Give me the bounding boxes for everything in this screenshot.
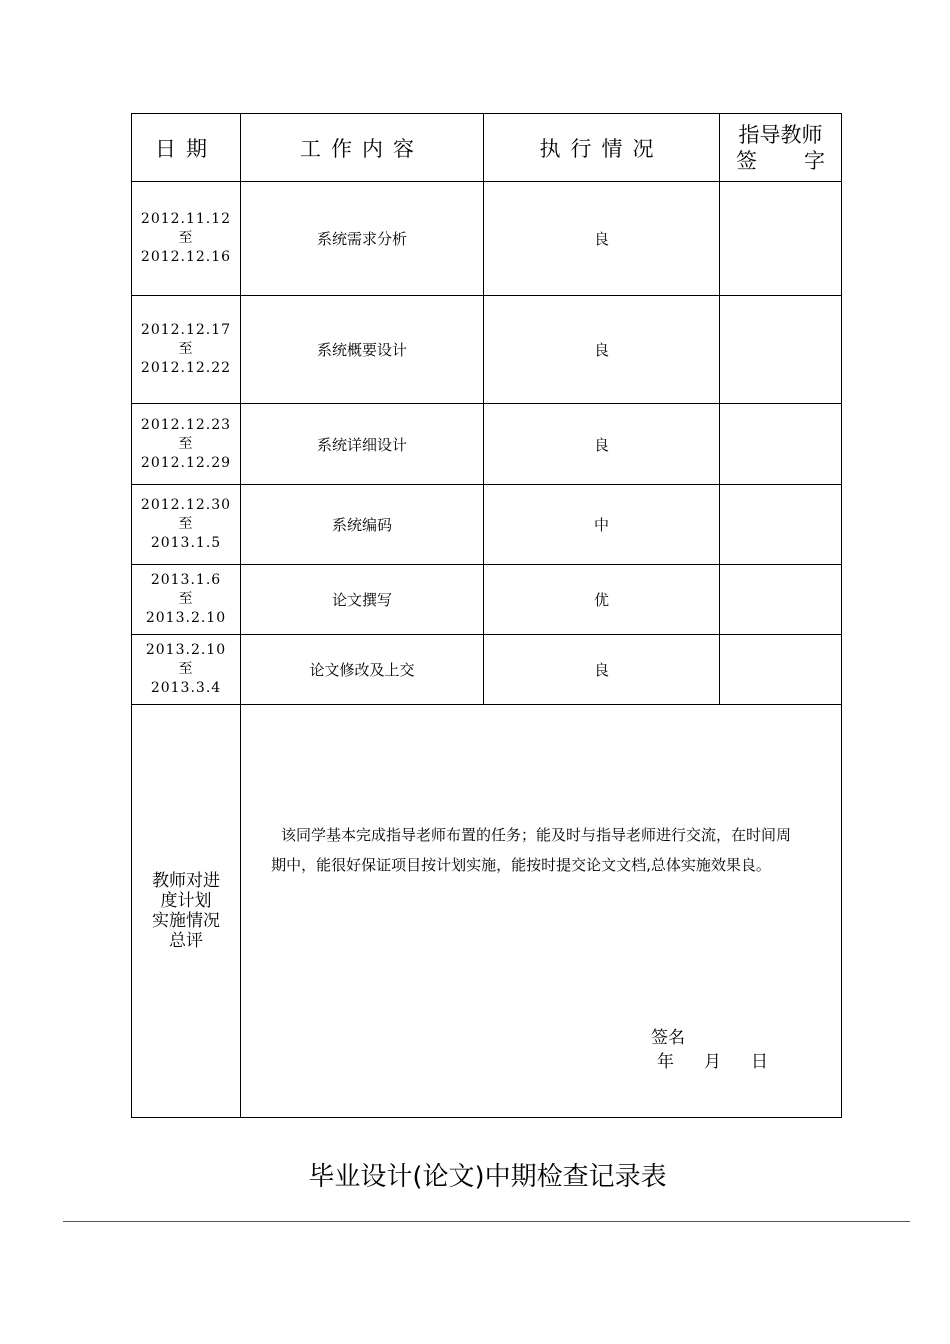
status-cell: 良: [484, 635, 720, 705]
sign-date: [657, 1047, 798, 1072]
progress-table: [131, 113, 842, 1118]
work-cell: 系统编码: [241, 485, 484, 565]
review-row: [132, 705, 842, 1118]
date-start: 2013.2.10: [145, 642, 227, 658]
review-label-line: 教师对进: [152, 871, 220, 891]
header-signature-line2: [720, 148, 841, 174]
header-signature: [720, 114, 842, 182]
date-start: 2012.12.30: [140, 497, 232, 513]
date-to: 至: [178, 435, 194, 452]
header-signature-char1: 签: [736, 148, 757, 173]
date-start: 2012.12.23: [140, 416, 232, 433]
date-cell: [132, 296, 241, 404]
status-cell: 中: [484, 485, 720, 565]
review-label: [132, 705, 241, 1118]
date-cell: [132, 182, 241, 296]
review-label-line: 实施情况: [152, 911, 220, 931]
table-row: [132, 404, 842, 485]
sign-day: 日: [751, 1052, 768, 1072]
date-start: 2012.11.12: [140, 211, 232, 227]
date-cell: [132, 404, 241, 485]
date-to: 至: [178, 591, 194, 607]
work-cell: 论文撰写: [241, 565, 484, 635]
signature-cell: [720, 485, 842, 565]
date-to: 至: [178, 516, 194, 532]
header-date: 日期: [132, 114, 241, 182]
work-cell: 系统需求分析: [241, 182, 484, 296]
date-end: 2013.2.10: [145, 610, 227, 626]
date-start: 2013.1.6: [150, 572, 222, 588]
date-cell: [132, 565, 241, 635]
status-cell: 良: [484, 296, 720, 404]
sign-label: 签名: [651, 1028, 685, 1048]
header-signature-line1: 指导教师: [738, 122, 823, 147]
table-row: [132, 565, 842, 635]
review-label-line: 度计划: [160, 891, 212, 911]
work-cell: 系统概要设计: [241, 296, 484, 404]
date-cell: [132, 485, 241, 565]
date-end: 2012.12.29: [140, 454, 232, 471]
header-work: 工作内容: [241, 114, 484, 182]
review-label-line: 总评: [169, 931, 203, 951]
signature-cell: [720, 182, 842, 296]
work-cell: 论文修改及上交: [241, 635, 484, 705]
header-row: [132, 114, 842, 182]
date-end: 2012.12.22: [140, 360, 232, 376]
date-start: 2012.12.17: [140, 322, 232, 338]
review-comment: 该同学基本完成指导老师布置的任务；能及时与指导老师进行交流，在时间周期中，能很好保证项目按计划实施，能按时提交论文文档,总体实施效果良。: [251, 826, 792, 874]
date-to: 至: [178, 230, 194, 246]
date-to: 至: [178, 661, 194, 677]
date-end: 2013.1.5: [150, 535, 222, 551]
sign-year: 年: [657, 1052, 674, 1072]
status-cell: 优: [484, 565, 720, 635]
table-row: [132, 296, 842, 404]
header-signature-char2: 字: [804, 148, 825, 173]
review-comment-cell: [241, 705, 842, 1118]
status-cell: 良: [484, 182, 720, 296]
signature-cell: [720, 296, 842, 404]
signature-cell: [720, 635, 842, 705]
status-cell: 良: [484, 404, 720, 485]
footer-rule: [63, 1221, 910, 1222]
document-title: 毕业设计(论文)中期检查记录表: [308, 1162, 667, 1192]
sign-month: 月: [704, 1052, 721, 1072]
work-cell: 系统详细设计: [241, 404, 484, 485]
table-row: [132, 182, 842, 296]
table-row: [132, 635, 842, 705]
header-status: 执行情况: [484, 114, 720, 182]
signature-cell: [720, 404, 842, 485]
date-end: 2012.12.16: [140, 249, 232, 265]
signature-cell: [720, 565, 842, 635]
date-to: 至: [178, 341, 194, 357]
date-cell: [132, 635, 241, 705]
date-end: 2013.3.4: [150, 680, 222, 696]
table-row: [132, 485, 842, 565]
